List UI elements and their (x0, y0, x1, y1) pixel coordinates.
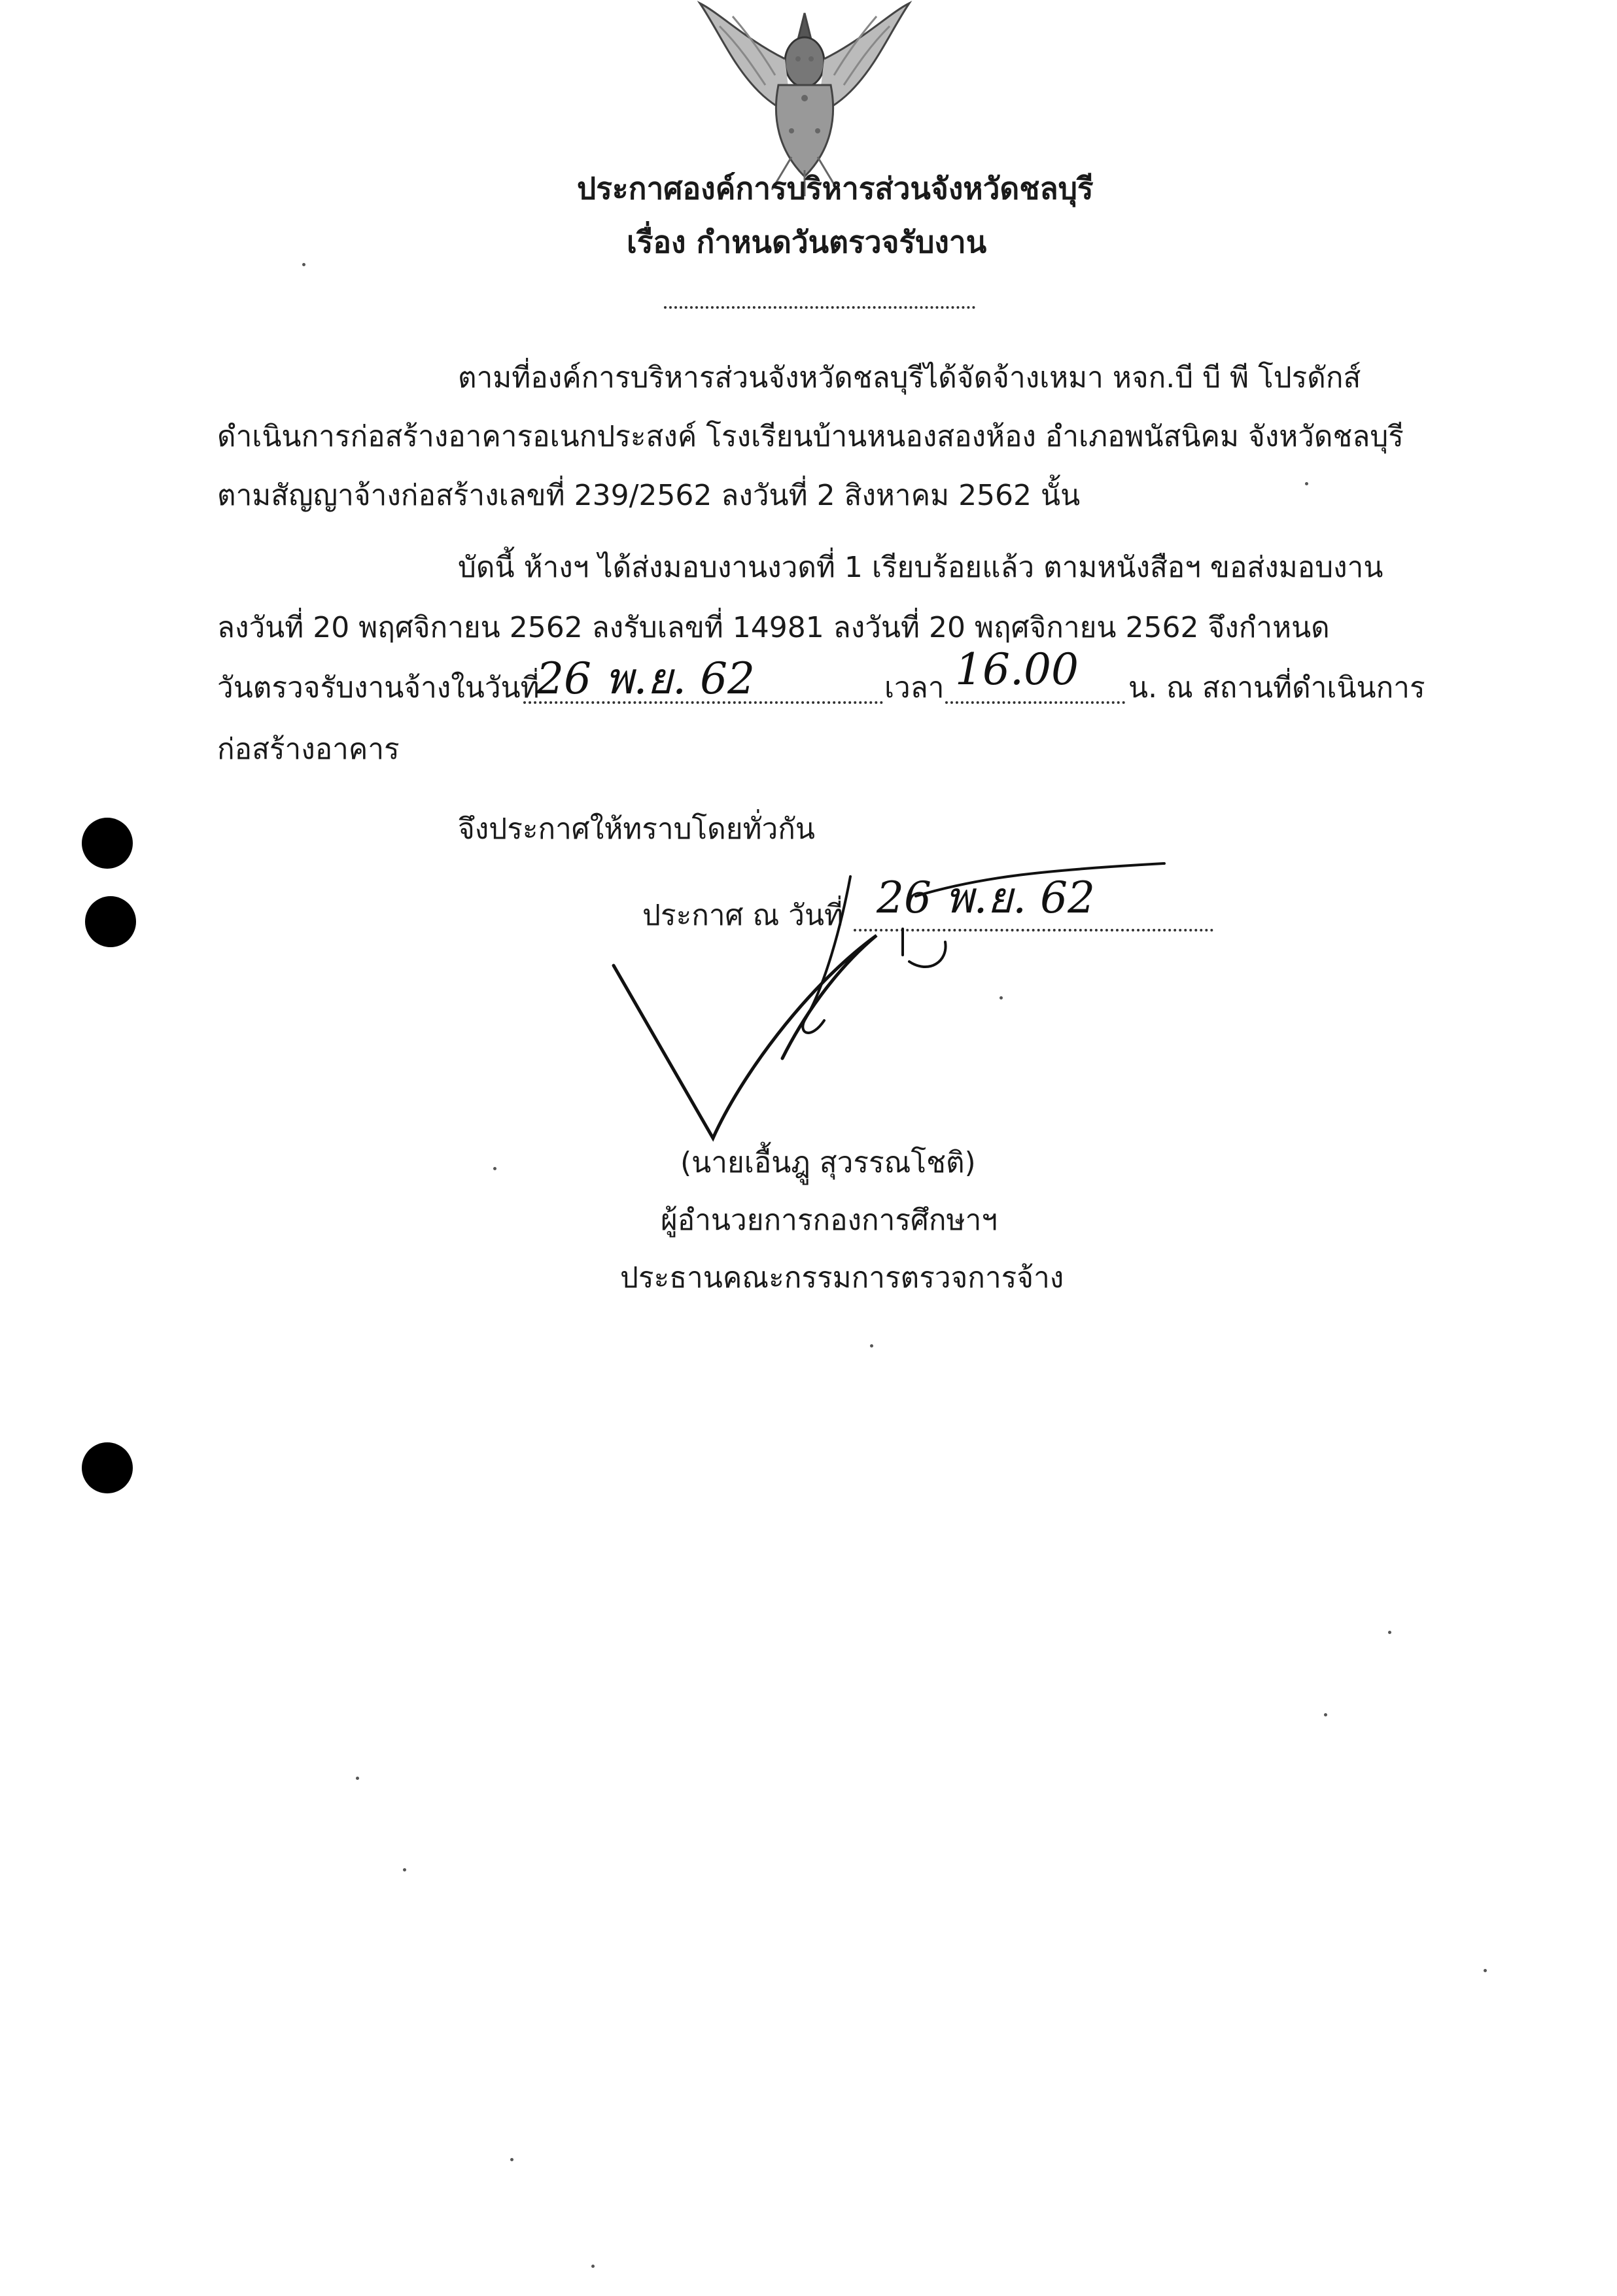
scan-speck (1000, 996, 1003, 1000)
paragraph-2-line-4: ก่อสร้างอาคาร (217, 733, 400, 766)
signature-scribble (589, 850, 1177, 1177)
closing-text: จึงประกาศให้ทราบโดยทั่วกัน (458, 812, 815, 846)
scan-speck (356, 1777, 359, 1780)
signer-role: ประธานคณะกรรมการตรวจการจ้าง (620, 1261, 1064, 1295)
title-divider (664, 306, 975, 309)
punch-hole (82, 1442, 133, 1493)
scan-speck (493, 1167, 496, 1170)
time-dots (945, 701, 1125, 704)
scan-speck (1305, 482, 1308, 485)
scan-speck (870, 1344, 873, 1348)
handwritten-announce-date: 26 พ.ย. 62 (877, 873, 1096, 923)
punch-hole (85, 896, 136, 947)
handwritten-time: 16.00 (955, 644, 1079, 695)
handwritten-inspection-date: 26 พ.ย. 62 (536, 653, 756, 704)
paragraph-1-line-3: ตามสัญญาจ้างก่อสร้างเลขที่ 239/2562 ลงวันที่ 2 สิงหาคม 2562 นั้น (217, 479, 1081, 512)
paragraph-1-line-1: ตามที่องค์การบริหารส่วนจังหวัดชลบุรีได้จัดจ้างเหมา หจก.บี บี พี โปรดักส์ (458, 361, 1361, 394)
subject-line: เรื่อง กำหนดวันตรวจรับงาน (627, 224, 987, 260)
punch-hole (82, 818, 133, 869)
signer-name: (นายเอื้นฎู สุวรรณโชติ) (680, 1146, 976, 1179)
paragraph-2-line-2: ลงวันที่ 20 พฤศจิกายน 2562 ลงรับเลขที่ 14981 ลงวันที่ 20 พฤศจิกายน 2562 จึงกำหนด (217, 611, 1330, 644)
paragraph-1-line-2: ดำเนินการก่อสร้างอาคารอเนกประสงค์ โรงเรียนบ้านหนองสองห้อง อำเภอพนัสนิคม จังหวัดชลบุรี (217, 420, 1404, 453)
announce-date-label: ประกาศ ณ วันที่ (642, 899, 844, 932)
paragraph-2-line-1: บัดนี้ ห้างฯ ได้ส่งมอบงานงวดที่ 1 เรียบร้อยแล้ว ตามหนังสือฯ ขอส่งมอบงาน (458, 551, 1383, 584)
signer-position: ผู้อำนวยการกองการศึกษาฯ (661, 1204, 998, 1237)
page-title: ประกาศองค์การบริหารส่วนจังหวัดชลบุรี (577, 171, 1094, 206)
scan-speck (1324, 1713, 1327, 1716)
location-text: น. ณ สถานที่ดำเนินการ (1128, 671, 1425, 704)
scan-speck (403, 1868, 406, 1871)
scan-speck (591, 2265, 595, 2268)
scan-speck (510, 2158, 513, 2161)
time-label: เวลา (884, 671, 945, 704)
scan-speck (1388, 1631, 1391, 1634)
scan-speck (1484, 1969, 1487, 1972)
inspection-date-label: วันตรวจรับงานจ้างในวันที่ (217, 671, 540, 704)
scan-speck (302, 263, 305, 266)
